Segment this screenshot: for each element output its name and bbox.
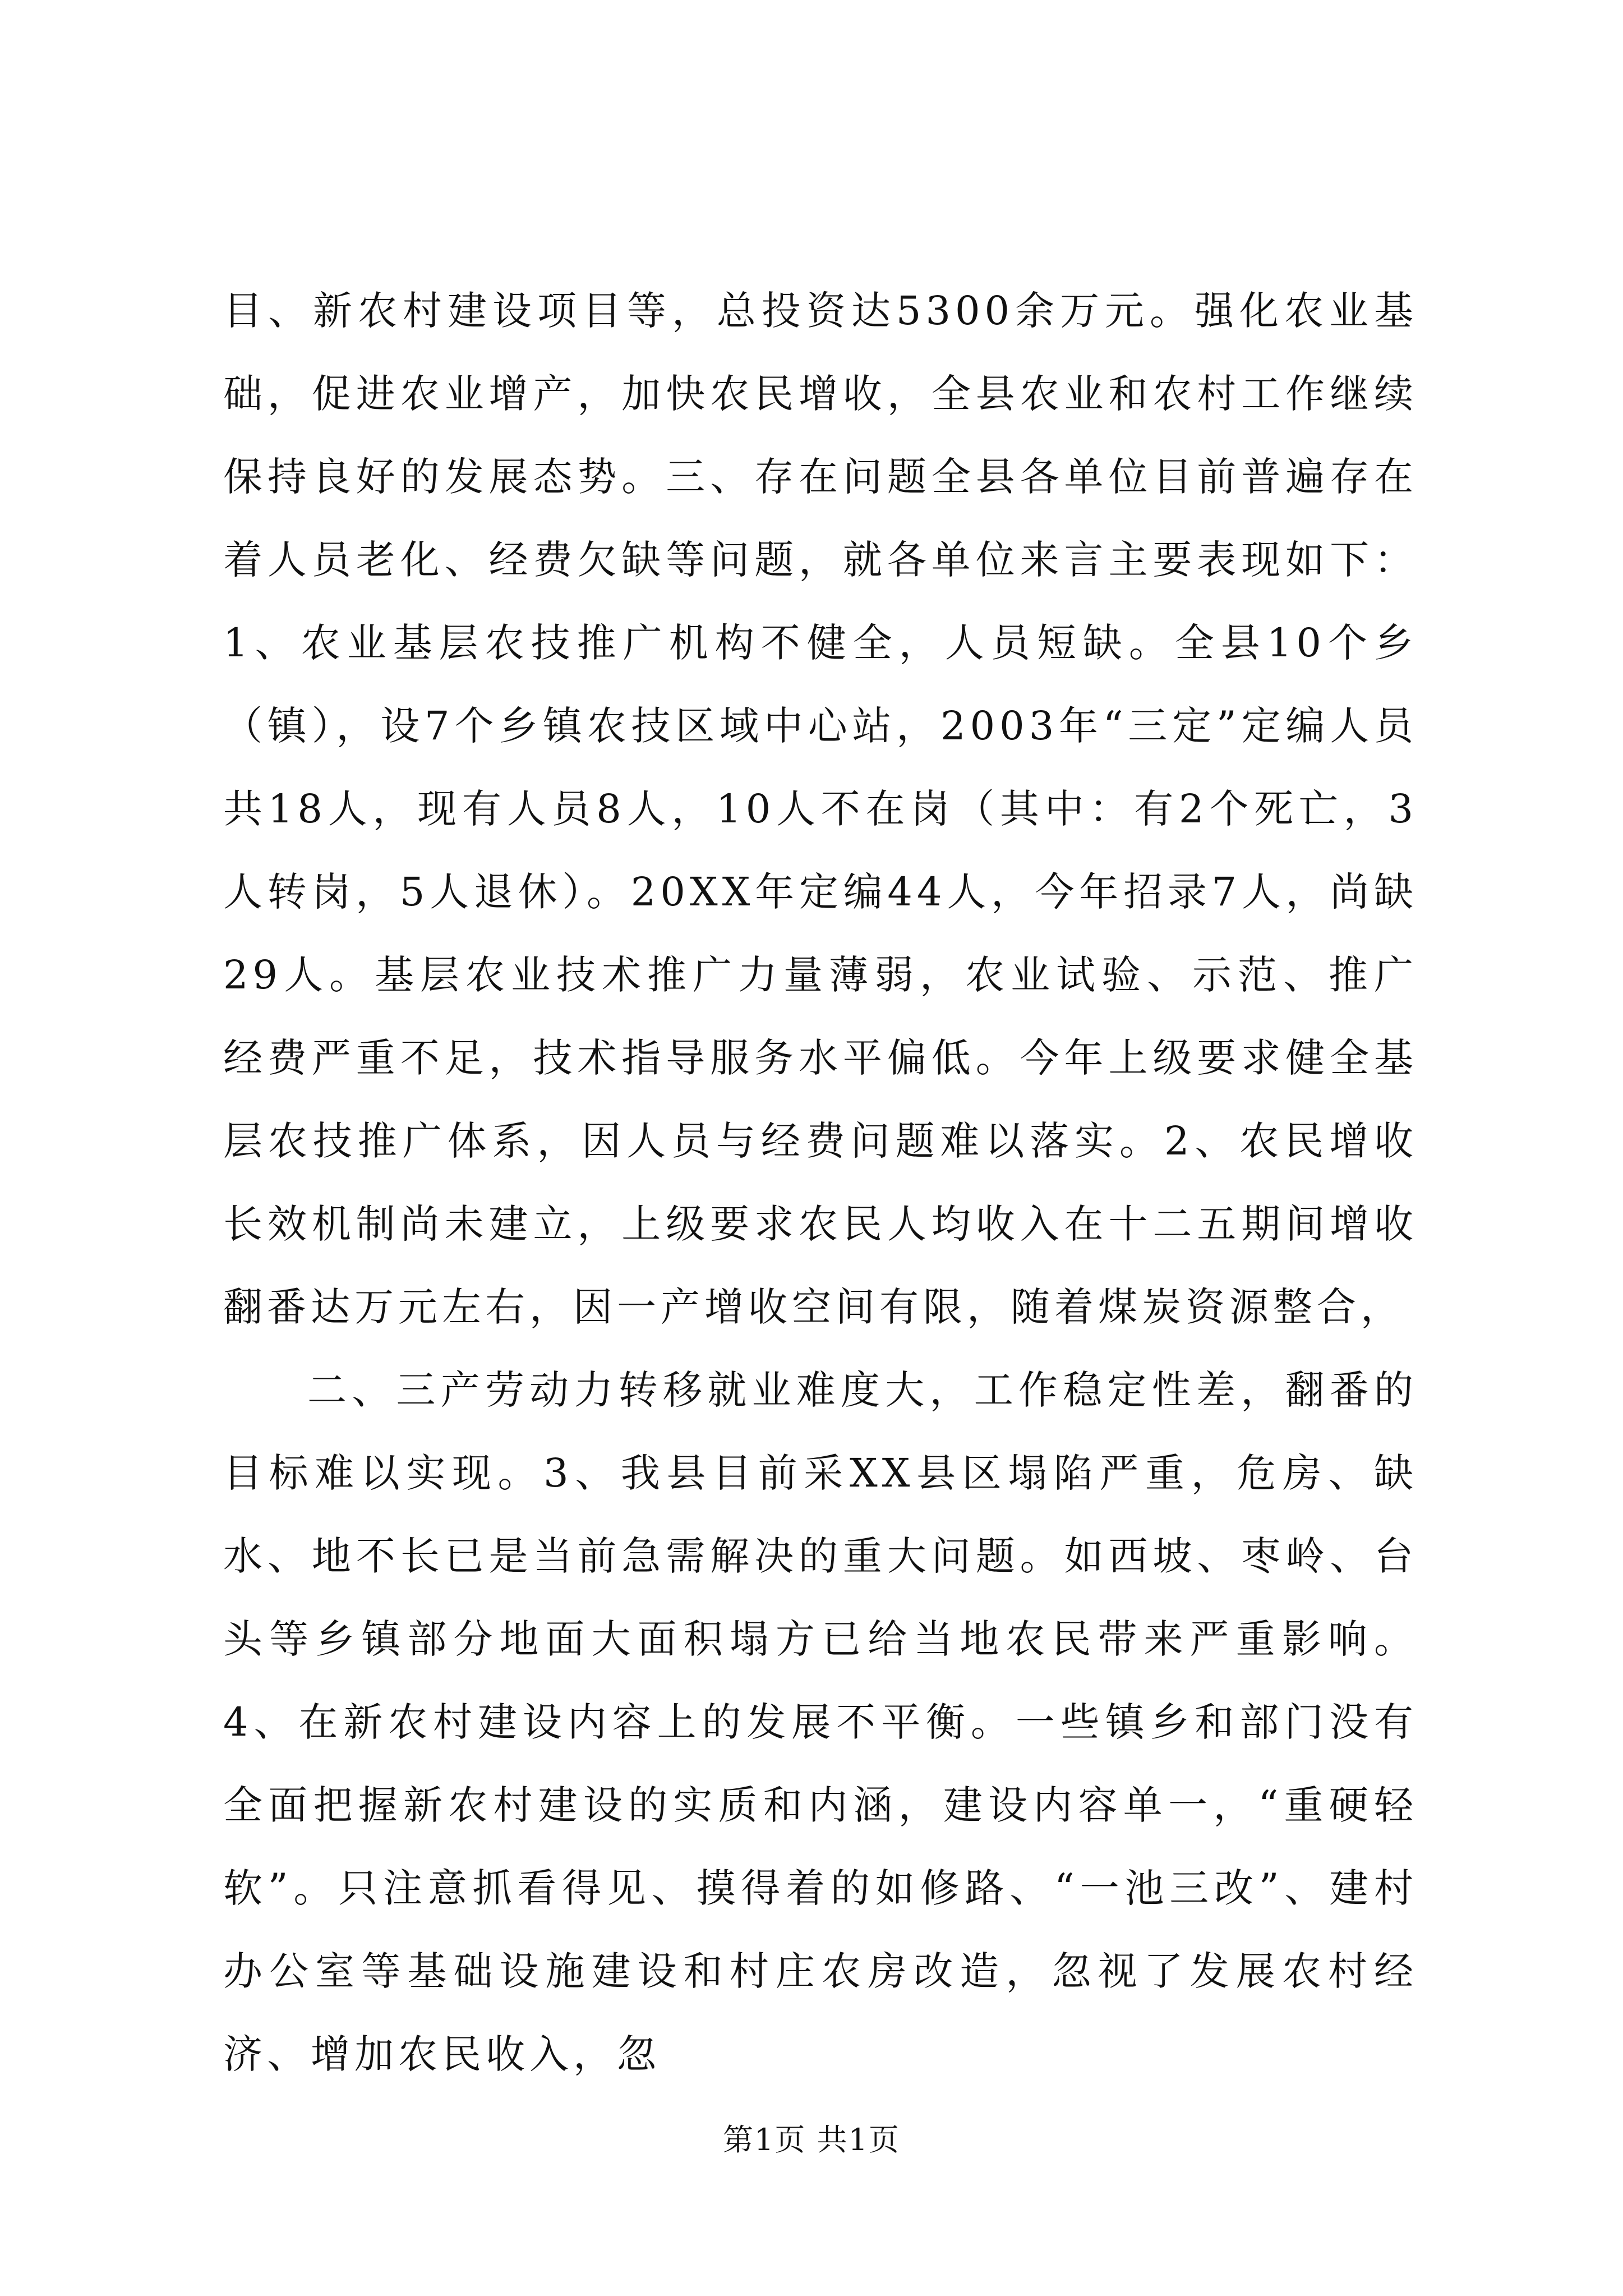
paragraph-1: 目、新农村建设项目等，总投资达5300余万元。强化农业基础，促进农业增产，加快农民增收，全县农业和农村工作继续保持良好的发展态势。三、存在问题全县各单位目前普遍存在着人员老化、经费欠缺等问题，就各单位来言主要表现如下：1、农业基层农技推广机构不健全，人员短缺。全县10个乡（镇），设7个乡镇农技区域中心站，2003年“三定”定编人员共18人，现有人员8人，10人不在岗（其中：有2个死亡，3人转岗，5人退休）。20XX年定编44人，今年招录7人，尚缺29人。基层农业技术推广力量薄弱，农业试验、示范、推广经费严重不足，技术指导服务水平偏低。今年上级要求健全基层农技推广体系，因人员与经费问题难以落实。2、农民增收长效机制尚未建立，上级要求农民人均收入在十二五期间增收翻番达万元左右，因一产增收空间有限，随着煤炭资源整合， bbox=[223, 288, 1418, 1330]
page-footer: 第1页 共1页 bbox=[723, 2122, 900, 2157]
paragraph-2: 二、三产劳动力转移就业难度大，工作稳定性差，翻番的目标难以实现。3、我县目前采XX县区塌陷严重，危房、缺水、地不长已是当前急需解决的重大问题。如西坡、枣岭、台头等乡镇部分地面大面积塌方已给当地农民带来严重影响。4、在新农村建设内容上的发展不平衡。一些镇乡和部门没有全面把握新农村建设的实质和内涵，建设内容单一，“重硬轻软”。只注意抓看得见、摸得着的如修路、“一池三改”、建村办公室等基础设施建设和村庄农房改造，忽视了发展农村经济、增加农民收入，忽 bbox=[223, 1367, 1418, 2077]
document-body bbox=[223, 269, 1418, 2096]
